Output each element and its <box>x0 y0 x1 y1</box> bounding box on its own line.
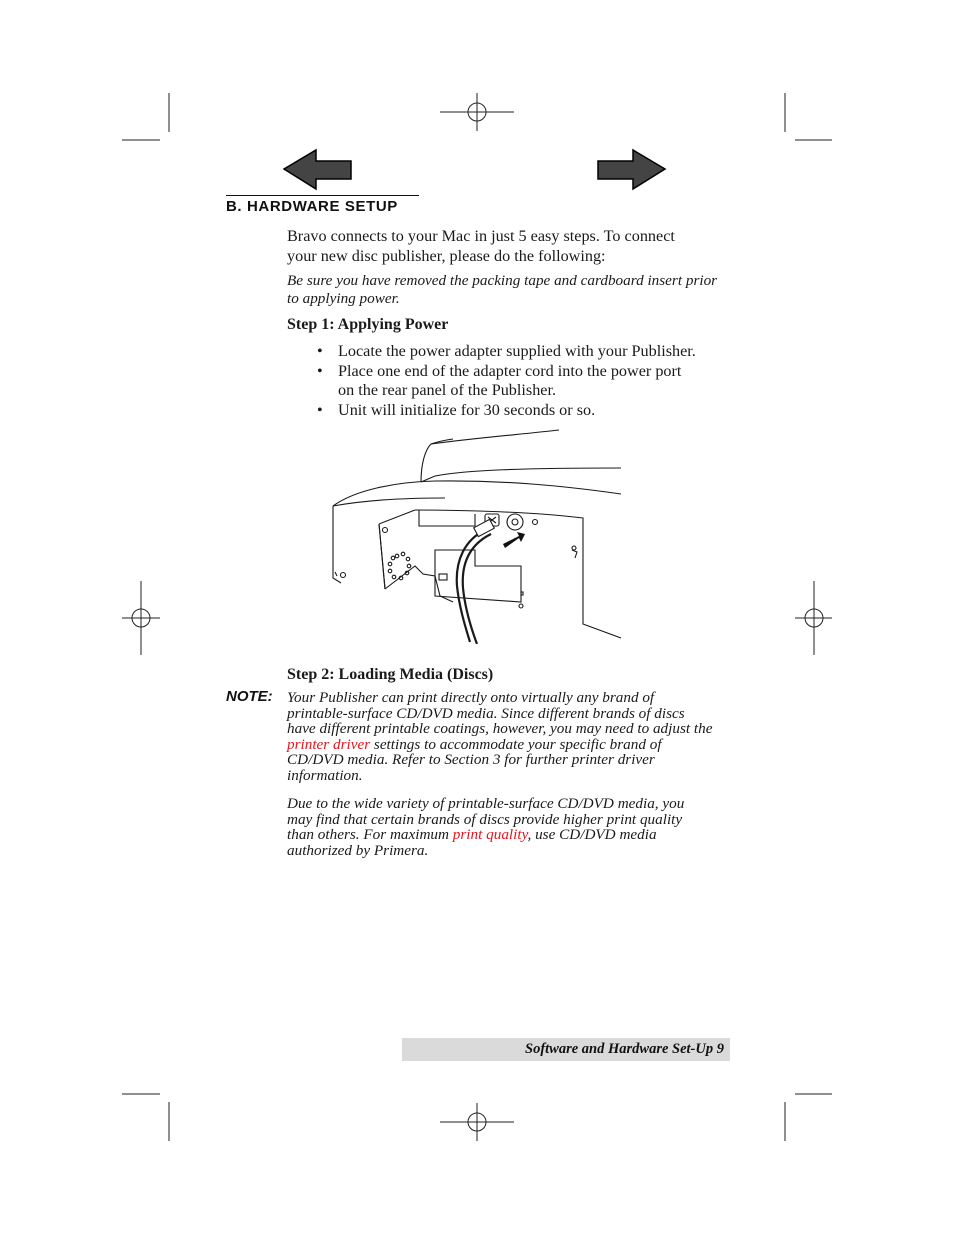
list-item-text: Unit will initialize for 30 seconds or so. <box>338 400 596 419</box>
bullet-marker: • <box>317 342 323 360</box>
note-line: Your Publisher can print directly onto virtually any brand of <box>287 689 655 706</box>
left-arrow-icon[interactable] <box>282 148 354 192</box>
print-quality-link[interactable]: print quality <box>452 826 528 844</box>
list-item <box>317 361 696 401</box>
right-arrow-icon[interactable] <box>596 148 668 192</box>
note-paragraph-2 <box>287 796 684 858</box>
section-heading: B. HARDWARE SETUP <box>226 198 398 215</box>
caution-line: to applying power. <box>287 290 400 307</box>
list-item <box>317 400 696 421</box>
list-item-text: Place one end of the adapter cord into the power port <box>338 361 682 380</box>
note-line: Due to the wide variety of printable-surface CD/DVD media, you <box>287 795 685 812</box>
list-item-text: on the rear panel of the Publisher. <box>338 381 557 399</box>
note-line: may find that certain brands of discs provide higher print quality <box>287 810 683 828</box>
intro-line: your new disc publisher, please do the following: <box>287 246 606 265</box>
printer-rear-panel-illustration <box>325 426 625 644</box>
note-line <box>287 737 712 753</box>
bullet-marker: • <box>317 400 323 419</box>
section-rule <box>226 195 419 196</box>
footer-bar <box>402 1038 730 1061</box>
note-line: printable-surface CD/DVD media. Since different brands of discs <box>287 704 685 722</box>
printer-driver-link[interactable]: printer driver <box>287 735 371 753</box>
note-line: authorized by Primera. <box>287 841 429 859</box>
note-line: have different printable coatings, however, you may need to adjust the <box>287 720 713 738</box>
intro-paragraph <box>287 227 675 266</box>
note-label: NOTE: <box>226 688 273 705</box>
step2-title: Step 2: Loading Media (Discs) <box>287 666 494 683</box>
note-line: information. <box>287 766 363 784</box>
step1-bullet-list <box>317 342 696 420</box>
bullet-marker: • <box>317 361 323 380</box>
note-line-text: settings to accommodate your specific brand of <box>370 735 662 753</box>
note-line-text: than others. For maximum <box>287 826 453 844</box>
caution-line: Be sure you have removed the packing tape and cardboard insert prior <box>287 272 718 289</box>
caution-paragraph <box>287 272 717 308</box>
note-line-text: , use CD/DVD media <box>527 826 657 844</box>
intro-line: Bravo connects to your Mac in just 5 easy steps. To connect <box>287 227 675 245</box>
footer-page-label: Software and Hardware Set-Up 9 <box>525 1041 724 1057</box>
step1-title: Step 1: Applying Power <box>287 316 449 333</box>
list-item-text: Locate the power adapter supplied with your Publisher. <box>338 342 696 360</box>
note-paragraph-1 <box>287 690 712 784</box>
note-line <box>287 827 684 843</box>
note-line: CD/DVD media. Refer to Section 3 for further printer driver <box>287 751 655 769</box>
list-item <box>317 342 696 362</box>
